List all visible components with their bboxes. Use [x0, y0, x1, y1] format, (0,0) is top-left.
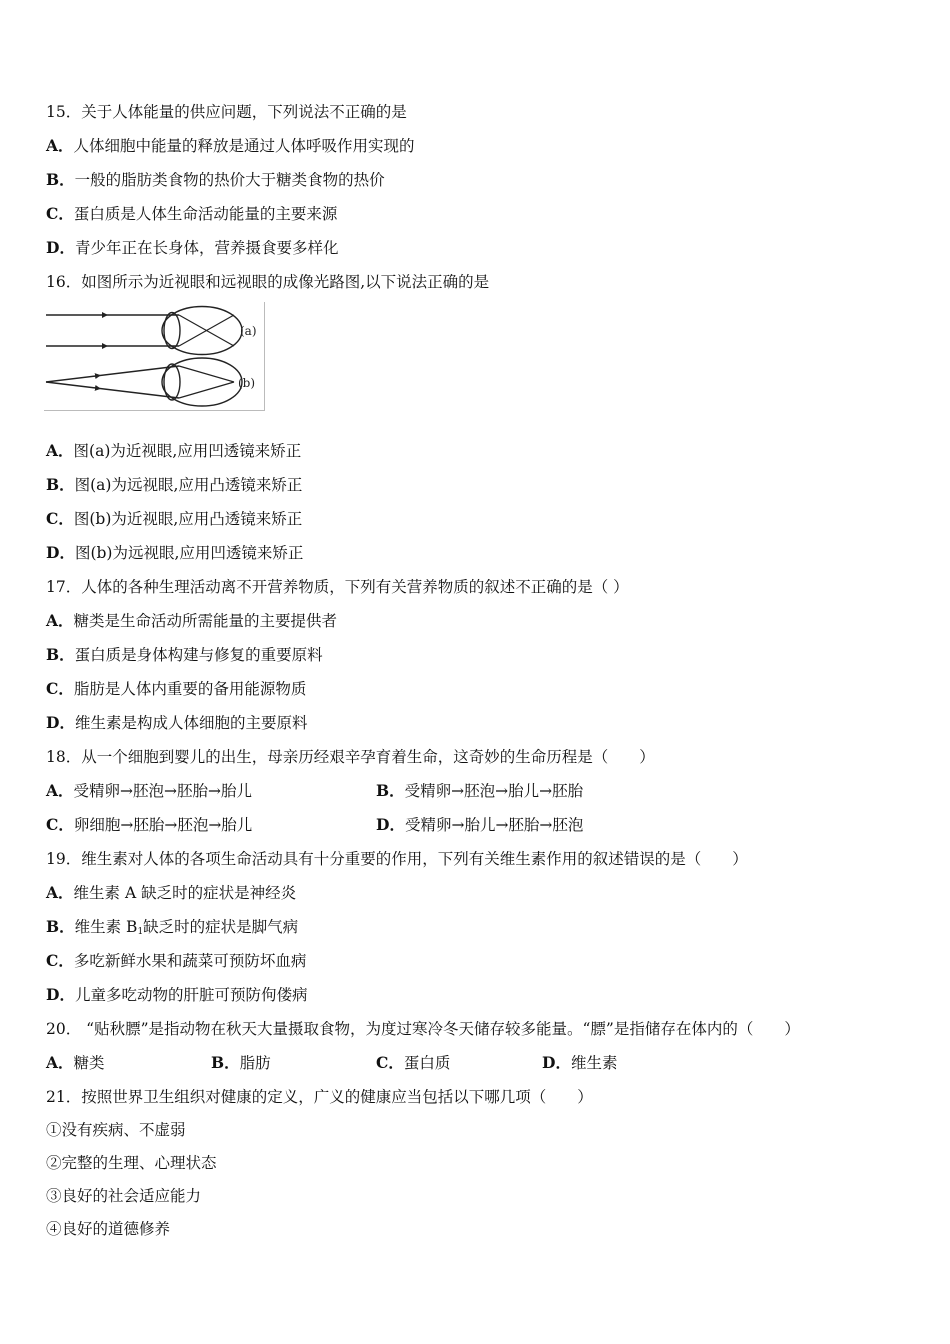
option-text: 脂肪是人体内重要的备用能源物质 — [73, 680, 307, 698]
option-text: 脂肪 — [239, 1054, 271, 1072]
q15-option-a — [46, 136, 415, 156]
question-21-stem: 21．按照世界卫生组织对健康的定义，广义的健康应当包括以下哪几项（ ） — [46, 1088, 593, 1106]
eye-ray-diagram-svg — [44, 302, 264, 410]
q17-option-b — [46, 645, 323, 665]
option-text: 糖类是生命活动所需能量的主要提供者 — [73, 612, 338, 630]
option-label: D． — [46, 543, 75, 562]
q18-option-d — [376, 815, 583, 835]
option-label: B． — [46, 917, 75, 936]
option-label: B． — [46, 645, 75, 664]
option-text: 蛋白质 — [403, 1054, 451, 1072]
option-label: D． — [46, 713, 75, 732]
option-label: A． — [46, 883, 74, 902]
option-label: A． — [46, 136, 74, 155]
option-text-pre: 维生素 B — [74, 918, 138, 936]
lens-a — [164, 313, 180, 349]
option-text: 人体细胞中能量的释放是通过人体呼吸作用实现的 — [73, 137, 415, 155]
q21-item-1: ①没有疾病、不虚弱 — [46, 1121, 186, 1139]
option-label: A． — [46, 1053, 74, 1072]
q21-item-3: ③良好的社会适应能力 — [46, 1187, 202, 1205]
q17-option-d — [46, 713, 307, 733]
label-b: (b) — [238, 376, 256, 390]
question-20-stem: 20． “贴秋膘”是指动物在秋天大量摄取食物，为度过寒冷冬天储存较多能量。“膘”是指储存在体内的（ ） — [46, 1020, 800, 1038]
question-16-stem: 16．如图所示为近视眼和远视眼的成像光路图,以下说法正确的是 — [46, 273, 490, 291]
option-text: 一般的脂肪类食物的热价大于糖类食物的热价 — [74, 171, 385, 189]
option-text: 儿童多吃动物的肝脏可预防佝偻病 — [74, 986, 308, 1004]
option-label: C． — [46, 951, 74, 970]
option-text: 受精卵→胚泡→胎儿→胚胎 — [404, 782, 584, 800]
q21-item-2: ②完整的生理、心理状态 — [46, 1154, 217, 1172]
option-text: 图(a)为远视眼,应用凸透镜来矫正 — [74, 476, 303, 494]
label-a: (a) — [240, 324, 257, 338]
option-label: A． — [46, 441, 74, 460]
option-text: 卵细胞→胚胎→胚泡→胎儿 — [73, 816, 253, 834]
option-label: C． — [46, 204, 74, 223]
q17-option-c — [46, 679, 306, 699]
option-label: D． — [46, 238, 75, 257]
option-text: 蛋白质是人体生命活动能量的主要来源 — [73, 205, 338, 223]
q16-option-a — [46, 441, 301, 461]
option-label: C． — [376, 1053, 404, 1072]
question-18-stem: 18．从一个细胞到婴儿的出生，母亲历经艰辛孕育着生命，这奇妙的生命历程是（ ） — [46, 748, 655, 766]
option-label: D． — [542, 1053, 571, 1072]
option-label: D． — [46, 985, 75, 1004]
option-text: 蛋白质是身体构建与修复的重要原料 — [74, 646, 323, 664]
q20-option-c — [376, 1053, 450, 1073]
q16-option-d — [46, 543, 303, 563]
q20-option-a — [46, 1053, 105, 1073]
option-text: 维生素 A 缺乏时的症状是神经炎 — [73, 884, 297, 902]
q15-option-c — [46, 204, 337, 224]
q16-option-c — [46, 509, 302, 529]
option-text: 图(b)为远视眼,应用凹透镜来矫正 — [74, 544, 304, 562]
eye-ray-diagram — [44, 302, 265, 411]
option-label: B． — [46, 170, 75, 189]
option-text: 维生素 — [570, 1054, 618, 1072]
q20-option-b — [211, 1053, 271, 1073]
q15-option-d — [46, 238, 338, 258]
option-text: 受精卵→胎儿→胚胎→胚泡 — [404, 816, 584, 834]
q19-option-b — [46, 917, 298, 942]
q19-option-a — [46, 883, 296, 903]
option-label: C． — [46, 509, 74, 528]
option-label: B． — [376, 781, 405, 800]
q18-option-b — [376, 781, 583, 801]
q19-option-c — [46, 951, 306, 971]
option-label: C． — [46, 679, 74, 698]
q21-item-4: ④良好的道德修养 — [46, 1220, 171, 1238]
converge-b-2 — [179, 382, 234, 398]
ray-b-bottom — [46, 382, 179, 398]
option-label: A． — [46, 781, 74, 800]
q17-option-a — [46, 611, 337, 631]
option-label: B． — [46, 475, 75, 494]
q19-option-d — [46, 985, 307, 1005]
q15-option-b — [46, 170, 385, 190]
option-text: 受精卵→胚泡→胚胎→胎儿 — [73, 782, 252, 800]
option-label: C． — [46, 815, 74, 834]
option-label: B． — [211, 1053, 240, 1072]
option-text: 图(b)为近视眼,应用凸透镜来矫正 — [73, 510, 303, 528]
option-text: 糖类 — [73, 1054, 105, 1072]
ray-b-top — [46, 366, 179, 382]
q18-option-a — [46, 781, 252, 801]
q16-option-b — [46, 475, 302, 495]
q20-option-d — [542, 1053, 617, 1073]
option-text: 青少年正在长身体，营养摄食要多样化 — [74, 239, 339, 257]
converge-b-1 — [179, 366, 234, 382]
question-15-stem: 15．关于人体能量的供应问题，下列说法不正确的是 — [46, 103, 407, 121]
q18-option-c — [46, 815, 252, 835]
question-17-stem: 17．人体的各种生理活动离不开营养物质，下列有关营养物质的叙述不正确的是（ ） — [46, 578, 629, 596]
option-text-post: 缺乏时的症状是脚气病 — [143, 918, 299, 936]
option-label: D． — [376, 815, 405, 834]
lens-b — [164, 364, 180, 400]
subscript: 1 — [137, 927, 144, 937]
option-text: 图(a)为近视眼,应用凹透镜来矫正 — [73, 442, 302, 460]
question-19-stem: 19．维生素对人体的各项生命活动具有十分重要的作用，下列有关维生素作用的叙述错误的是（ ） — [46, 850, 748, 868]
option-label: A． — [46, 611, 74, 630]
option-text: 维生素是构成人体细胞的主要原料 — [74, 714, 308, 732]
option-text: 多吃新鲜水果和蔬菜可预防坏血病 — [73, 952, 307, 970]
